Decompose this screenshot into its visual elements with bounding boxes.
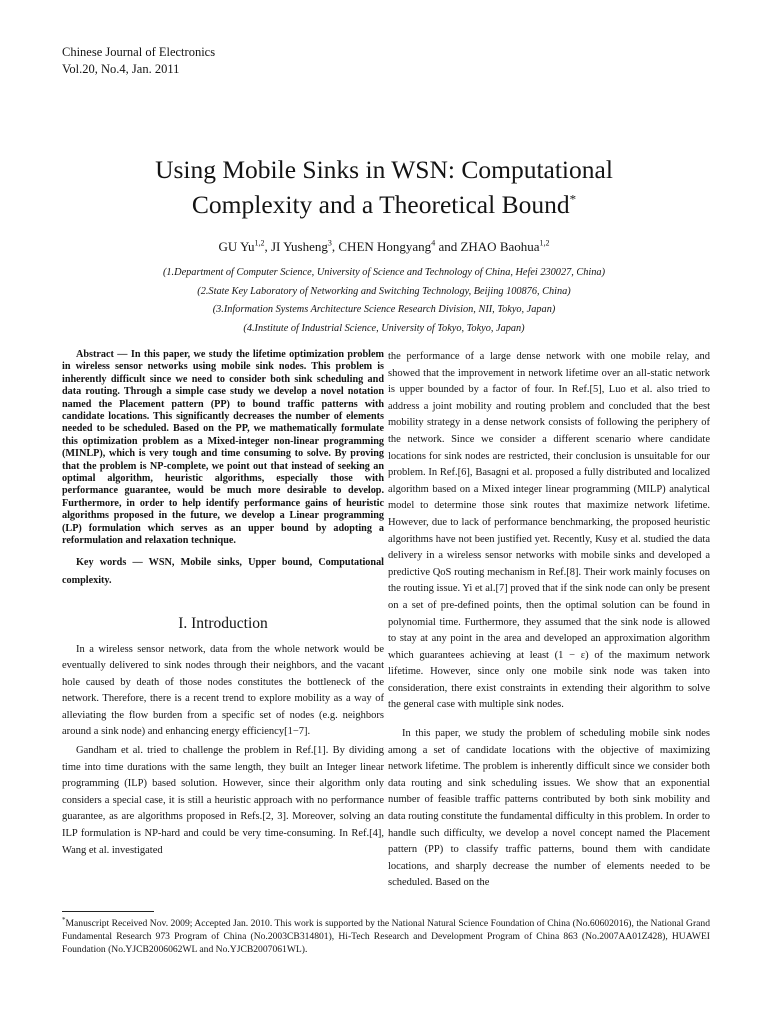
title-line-2	[40, 187, 728, 222]
footnote	[62, 917, 710, 956]
abstract: Abstract — In this paper, we study the lifetime optimization problem in wireless sensor networks using mobile sink nodes. This problem is inherently difficult since we need to consider both sink scheduling and data routing. Through a simple case study we develop a novel notation named the Placement pattern (PP) to bound traffic patterns with candidate locations. This significantly decreases the number of elements needed to be scheduled. Based on the PP, we mathematically formulate this optimization problem as a Mixed-integer non-linear programming (MINLP), which is very tough and time consuming to solve. By proving that the problem is NP-complete, we point out that instead of seeking an optimal algorithm, heuristic algorithms, especially those with performance guarantee, would be much more desirable to develop. Furthermore, in order to help identify performance gains of heuristic algorithms proposed in the future, we develop a Linear programming (LP) formulation which serves as an upper bound by adopting a reformulation and relaxation technique.	[62, 349, 384, 547]
author-list: GU Yu$^{1,2}$, JI Yusheng$^3$, CHEN Hongyang$^4$ and ZHAO Baohua$^{1,2}$	[218, 238, 550, 254]
title-footnote-mark: *	[569, 191, 577, 207]
section-heading-introduction: I. Introduction	[178, 614, 268, 632]
intro-paragraph-2: Gandham et al. tried to challenge the problem in Ref.[1]. By dividing time into time durations with the same length, they built an Integer linear programming (ILP) based solution. However, since their algorithm only considers a special case, it is still a heuristic approach with no performance guarantee, as are algorithms proposed in Refs.[2, 3]. Moreover, solving an ILP formulation is NP-hard and could be very time-consuming. In Ref.[4], Wang et al. investigated	[62, 745, 384, 856]
author-1: GU Yu	[218, 239, 255, 254]
title-line-1: Using Mobile Sinks in WSN: Computational	[155, 155, 613, 184]
journal-name: Chinese Journal of Electronics	[62, 45, 216, 59]
footnote-divider	[62, 911, 154, 912]
author-3-affil: 4	[431, 238, 436, 248]
footnote-mark: *	[62, 915, 66, 924]
related-work-paragraph: the performance of a large dense network with one mobile relay, and showed that the improvement in network lifetime over an all-static network is upper bounded by a factor of four. In Ref.[5], Luo et al. also tried to address a joint mobility and routing problem and concluded that the best mobility strategy in a dense network consists of following the periphery of the network. Since we consider a different scenario where candidate locations for sink nodes are restricted, their conclusion is unsuitable for our problem. In Ref.[6], Basagni et al. proposed a fully distributed and localized algorithm based on a Mixed integer linear programming (MILP) analytical model to determine those sink routes that maximize network lifetime. However, due to lack of performance benchmarking, the proposed heuristic algorithms have not been justified yet. Recently, Kusy et al. studied the data delivery in a wireless sensor networks with mobile sinks and developed a predictive QoS routing mechanism in Ref.[8]. Their work mainly focuses on the routing issue. Yi et al.[7] proved that if the sink node can only be present on a set of pre-defined points, then the optimal solution can be found in polynomial time. Furthermore, they assumed that the sink node is allowed to stay at any point in the area and developed an approximation algorithm which guarantees achieving at least (1 − ε) of the maximum network lifetime. However, since only one mobile sink node was taken into consideration, there exist constraints in extending their algorithm to solve the general case with multiple sink nodes.	[388, 351, 710, 711]
author-conjunction: and	[438, 239, 458, 254]
affiliation-1: (1.Department of Computer Science, University of Science and Technology of China, Hefei 230027, China)	[162, 267, 606, 278]
footnote-text: Manuscript Received Nov. 2009; Accepted Jan. 2010. This work is supported by the National Natural Science Foundation of China (No.60602016), the National Grand Fundamental Research 973 Program of China (No.2003CB314801), Hi-Tech Research and Development Program of China 863 (No.2007AA01Z428), HUAWEI Foundation (No.YJCB2006062WL and No.YJCB2007061WL).	[62, 918, 710, 955]
affiliations	[40, 264, 728, 338]
affiliation-3: (3.Information Systems Architecture Science Research Division, NII, Tokyo, Japan)	[212, 304, 556, 316]
left-column	[62, 349, 384, 861]
affiliation-2: (2.State Key Laboratory of Networking and Switching Technology, Beijing 100876, China)	[197, 285, 571, 297]
journal-header	[62, 44, 215, 78]
keywords: Key words — WSN, Mobile sinks, Upper bound, Computational complexity.	[62, 556, 384, 586]
paper-title	[40, 152, 728, 222]
author-3: CHEN Hongyang	[338, 239, 432, 254]
journal-volume: Vol.20, No.4, Jan. 2011	[62, 62, 180, 76]
right-column	[388, 349, 710, 894]
author-2-affil: 3	[327, 238, 332, 248]
contribution-paragraph: In this paper, we study the problem of scheduling mobile sink nodes among a set of candidate locations with the objective of maximizing network lifetime. The problem is inherently difficult since we consider both data routing and sink scheduling issues. We show that an exponential number of feasible traffic patterns contributed by both sink mobility and data routing constitute the fundamental difficulty in this problem. In order to handle such difficulty, we develop a novel concept named the Placement pattern (PP) to classify traffic patterns, bound them with candidate locations, and sharply decrease the number of elements needed to be scheduled. Based on the	[388, 728, 710, 889]
intro-paragraph-1: In a wireless sensor network, data from the whole network would be eventually delivered to sink nodes through their neighbors, and the vacant hole caused by death of those nodes constitutes the bottleneck of the network. Therefore, there is a recent trend to explore mobility as a way of alleviating the flow burden from a specific set of nodes (e.g. neighbors around a sink node) and enhancing energy efficiency[1−7].	[62, 643, 384, 738]
title-line-2-text: Complexity and a Theoretical Bound	[191, 190, 570, 219]
author-2: JI Yusheng	[270, 239, 328, 254]
affiliation-4: (4.Institute of Industrial Science, University of Tokyo, Tokyo, Japan)	[243, 322, 525, 334]
author-1-affil: 1,2	[254, 238, 265, 248]
author-4: ZHAO Baohua	[460, 239, 540, 254]
author-4-affil: 1,2	[539, 238, 550, 248]
